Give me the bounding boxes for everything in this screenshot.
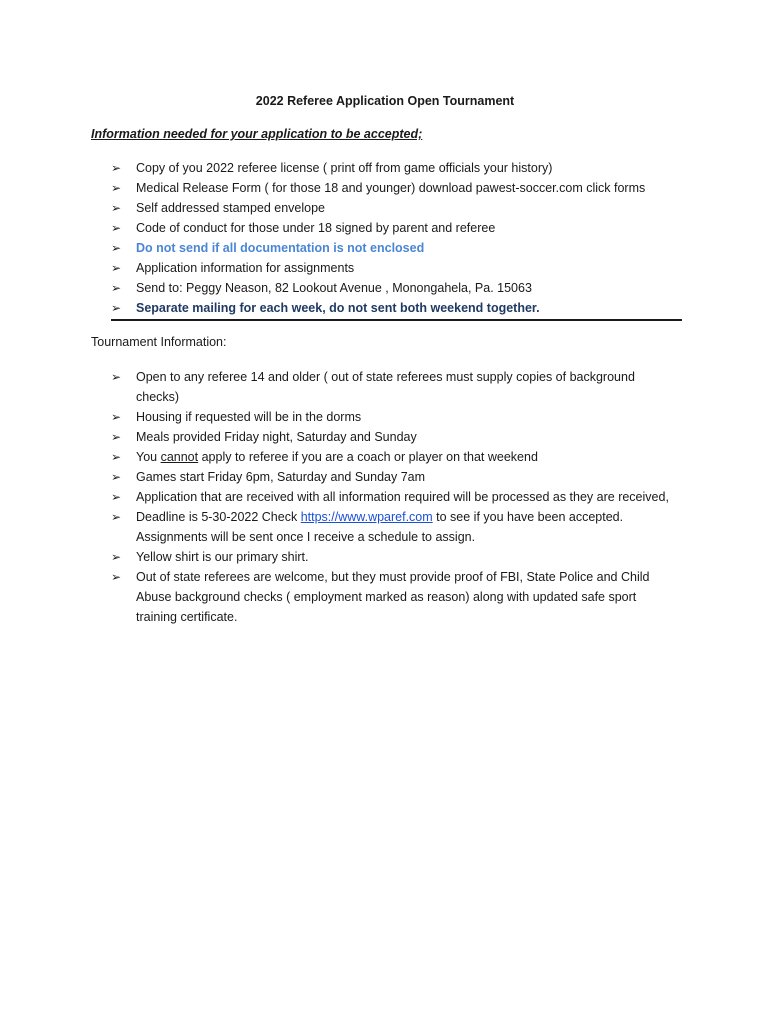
tournament-info-list — [0, 367, 770, 627]
list-item — [0, 258, 770, 278]
mailing-address: Send to: Peggy Neason, 82 Lookout Avenue , Monongahela, Pa. 15063 — [136, 281, 532, 295]
arrow-bullet-icon: ➢ — [111, 281, 122, 295]
list-item — [0, 367, 770, 407]
arrow-bullet-icon: ➢ — [111, 470, 122, 484]
arrow-bullet-icon: ➢ — [111, 241, 122, 255]
arrow-bullet-icon: ➢ — [111, 410, 122, 424]
list-item — [0, 158, 770, 178]
list-item-text: Meals provided Friday night, Saturday and Sunday — [136, 430, 417, 444]
list-item-text-pre: Deadline is 5-30-2022 Check — [136, 510, 301, 524]
list-item — [0, 238, 770, 258]
arrow-bullet-icon: ➢ — [111, 301, 122, 315]
list-item — [0, 427, 770, 447]
list-item — [0, 218, 770, 238]
list-item — [0, 278, 770, 298]
list-item — [0, 467, 770, 487]
requirements-list — [0, 158, 770, 318]
arrow-bullet-icon: ➢ — [111, 161, 122, 175]
list-item-text: Yellow shirt is our primary shirt. — [136, 550, 309, 564]
list-item — [0, 198, 770, 218]
list-item-text: Games start Friday 6pm, Saturday and Sunday 7am — [136, 470, 426, 484]
arrow-bullet-icon: ➢ — [111, 261, 122, 275]
arrow-bullet-icon: ➢ — [111, 490, 122, 504]
arrow-bullet-icon: ➢ — [111, 450, 122, 464]
list-item — [0, 407, 770, 427]
arrow-bullet-icon: ➢ — [111, 370, 122, 384]
arrow-bullet-icon: ➢ — [111, 181, 122, 195]
list-item — [0, 178, 770, 198]
list-item-text: Housing if requested will be in the dorms — [136, 410, 362, 424]
warning-text: Do not send if all documentation is not enclosed — [136, 241, 425, 255]
list-item — [0, 507, 770, 547]
requirements-heading: Information needed for your application to be accepted; — [91, 127, 423, 141]
list-item — [0, 298, 770, 318]
list-item — [0, 447, 770, 467]
section-divider — [111, 319, 682, 321]
tournament-info-heading: Tournament Information: — [91, 335, 227, 349]
arrow-bullet-icon: ➢ — [111, 570, 122, 584]
arrow-bullet-icon: ➢ — [111, 510, 122, 524]
arrow-bullet-icon: ➢ — [111, 201, 122, 215]
list-item-text: Copy of you 2022 referee license ( print off from game officials your history) — [136, 161, 553, 175]
list-item-text: Medical Release Form ( for those 18 and younger) download pawest-soccer.com click forms — [136, 181, 646, 195]
list-item-text-pre: You — [136, 450, 161, 464]
list-item-text: Code of conduct for those under 18 signed by parent and referee — [136, 221, 496, 235]
document-title: 2022 Referee Application Open Tournament — [255, 94, 515, 108]
arrow-bullet-icon: ➢ — [111, 430, 122, 444]
website-link[interactable]: https://www.wparef.com — [300, 510, 433, 524]
list-item — [0, 567, 770, 627]
list-item-text: Application information for assignments — [136, 261, 355, 275]
underlined-word: cannot — [160, 450, 199, 464]
list-item-text-post: apply to referee if you are a coach or player on that weekend — [198, 450, 538, 464]
list-item-text: Open to any referee 14 and older ( out of state referees must supply copies of background checks) — [136, 370, 635, 404]
emphasis-text: Separate mailing for each week, do not sent both weekend together. — [136, 301, 540, 315]
arrow-bullet-icon: ➢ — [111, 221, 122, 235]
list-item — [0, 547, 770, 567]
list-item-text: Application that are received with all information required will be processed as they are received, — [136, 490, 669, 504]
list-item-text-post: to see if you have been accepted. Assignments will be sent once I receive a schedule to assign. — [136, 510, 624, 544]
list-item — [0, 487, 770, 507]
list-item-text: Self addressed stamped envelope — [136, 201, 326, 215]
list-item-text: Out of state referees are welcome, but they must provide proof of FBI, State Police and Child Abuse background checks ( employment marked as reason) along with updated safe sport training certificate. — [136, 570, 650, 624]
arrow-bullet-icon: ➢ — [111, 550, 122, 564]
